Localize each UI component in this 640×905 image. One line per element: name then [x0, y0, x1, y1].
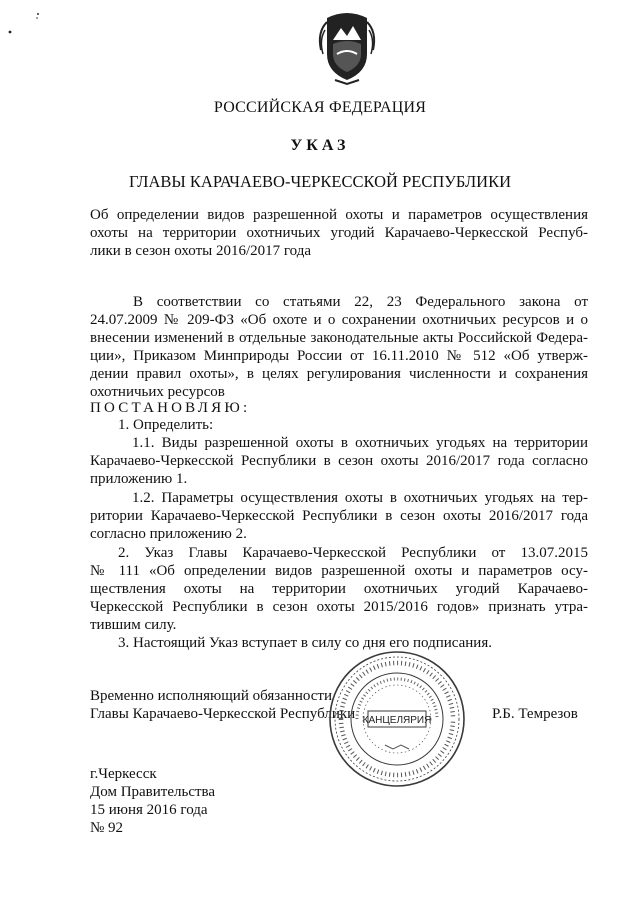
preamble-line: 24.07.2009 № 209-ФЗ «Об охоте и о сохранении охотничьих ресурсов и о [90, 312, 588, 328]
item-1-1-line: приложению 1. [90, 471, 188, 487]
footer-date: 15 июня 2016 года [90, 802, 208, 818]
official-stamp [327, 649, 467, 789]
preamble-line: дении правил охоты», в целях регулирования численности и сохранения [90, 366, 588, 382]
item-2-line: тившим силу. [90, 617, 177, 633]
header-issuer: ГЛАВЫ КАРАЧАЕВО-ЧЕРКЕССКОЙ РЕСПУБЛИКИ [128, 172, 512, 191]
title-line: охоты на территории охотничьих угодий Карачаево-Черкесской Респуб- [90, 225, 588, 241]
scan-marks [0, 0, 60, 40]
decree-word: ПОСТАНОВЛЯЮ: [90, 400, 251, 416]
item-1: 1. Определить: [118, 417, 214, 433]
item-1-1-line: Карачаево-Черкесской Республики в сезон охоты 2016/2017 года согласно [90, 453, 588, 469]
preamble-line: охотничьих ресурсов [90, 384, 225, 400]
item-1-2-line: 1.2. Параметры осуществления охоты в охотничьих угодьях на тер- [132, 490, 588, 506]
signatory-position: Главы Карачаево-Черкесской Республики [90, 706, 356, 722]
header-country: РОССИЙСКАЯ ФЕДЕРАЦИЯ [213, 99, 427, 116]
stamp-text: КАНЦЕЛЯРИЯ [362, 715, 432, 726]
header-doc-type: УКАЗ [290, 137, 350, 154]
title-line: Об определении видов разрешенной охоты и параметров осуществления [90, 207, 588, 223]
signatory-name: Р.Б. Темрезов [492, 706, 578, 722]
item-1-1-line: 1.1. Виды разрешенной охоты в охотничьих угодьях на территории [132, 435, 588, 451]
preamble-line: ции», Приказом Минприроды России от 16.11.2010 № 512 «Об утверж- [90, 348, 588, 364]
item-1-2-line: согласно приложению 2. [90, 526, 247, 542]
footer-city: г.Черкесск [90, 766, 157, 782]
title-line: лики в сезон охоты 2016/2017 года [90, 243, 312, 259]
item-3: 3. Настоящий Указ вступает в силу со дня его подписания. [118, 635, 492, 651]
signatory-position: Временно исполняющий обязанности [90, 688, 333, 704]
item-1-2-line: ритории Карачаево-Черкесской Республики в сезон охоты 2016/2017 года [90, 508, 588, 524]
coat-of-arms-emblem [313, 10, 381, 86]
item-2-line: Черкесской Республики в сезон охоты 2015/2016 годов» признать утра- [90, 599, 588, 615]
preamble-line: внесении изменений в отдельные законодательные акты Российской Федера- [90, 330, 588, 346]
item-2-line: ществления охоты на территории охотничьих угодий Карачаево- [90, 581, 588, 597]
preamble-line: В соответствии со статьями 22, 23 Федерального закона от [133, 294, 588, 310]
footer-number: № 92 [90, 820, 124, 836]
item-2-line: 2. Указ Главы Карачаево-Черкесской Республики от 13.07.2015 [118, 545, 588, 561]
footer-place: Дом Правительства [90, 784, 216, 800]
item-2-line: № 111 «Об определении видов разрешенной охоты и параметров осу- [90, 563, 588, 579]
